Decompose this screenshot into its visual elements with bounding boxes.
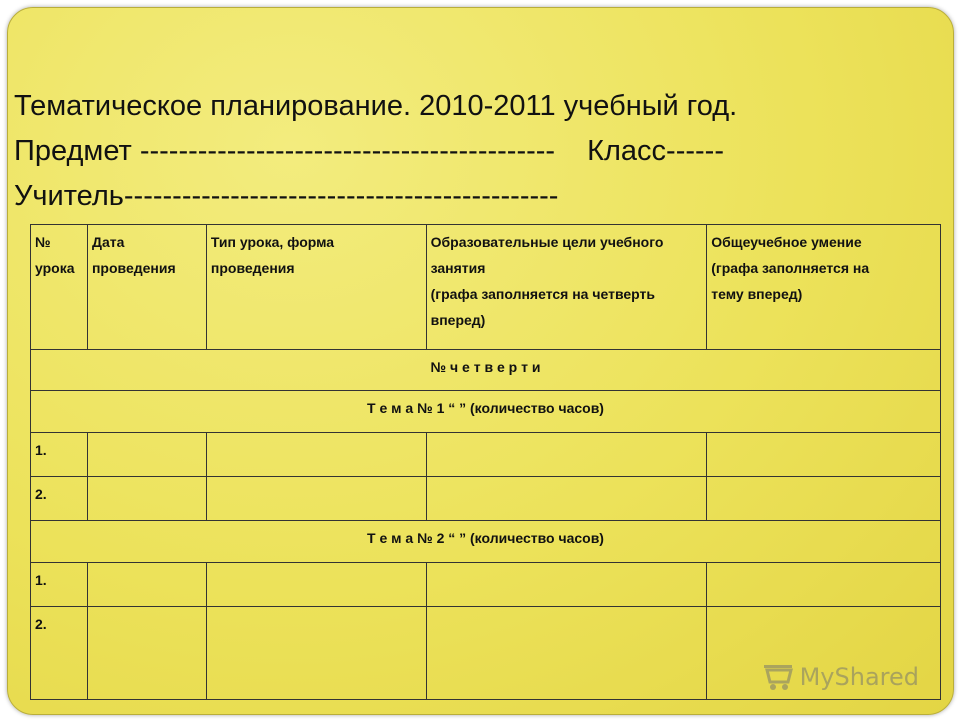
row-number: 2. [31, 607, 88, 700]
goals-cell [426, 433, 707, 477]
subject-label: Предмет ------------------------------------------- [14, 135, 556, 167]
skills-cell [707, 563, 941, 607]
title-line-2 [14, 129, 944, 174]
row-number: 1. [31, 563, 88, 607]
slide [7, 7, 954, 715]
table-header-row [31, 225, 941, 350]
goals-cell [426, 477, 707, 521]
lesson-type-cell [206, 607, 426, 700]
topic-1-cell: Т е м а № 1 “ ” (количество часов) [31, 391, 941, 433]
lesson-type-cell [206, 563, 426, 607]
slide-title [14, 84, 944, 219]
table-row [31, 433, 941, 477]
skills-cell [707, 433, 941, 477]
header-date: Дата проведения [87, 225, 206, 350]
row-number: 1. [31, 433, 88, 477]
header-lesson-type: Тип урока, форма проведения [206, 225, 426, 350]
header-educational-goals: Образовательные цели учебного занятия (графа заполняется на четверть вперед) [426, 225, 707, 350]
header-general-skills: Общеучебное умение (графа заполняется на тему вперед) [707, 225, 941, 350]
table-row [31, 563, 941, 607]
lesson-type-cell [206, 477, 426, 521]
topic-row [31, 391, 941, 433]
quarter-row [31, 350, 941, 391]
goals-cell [426, 563, 707, 607]
title-line-1: Тематическое планирование. 2010-2011 учебный год. [14, 90, 738, 122]
row-number: 2. [31, 477, 88, 521]
date-cell [87, 477, 206, 521]
class-label: Класс------ [587, 135, 724, 167]
goals-cell [426, 607, 707, 700]
date-cell [87, 563, 206, 607]
quarter-cell: № ч е т в е р т и [31, 350, 941, 391]
date-cell [87, 607, 206, 700]
planning-table [30, 224, 941, 700]
teacher-label: Учитель--------------------------------------------- [14, 180, 559, 212]
watermark [762, 662, 919, 692]
header-lesson-number: № урока [31, 225, 88, 350]
topic-row [31, 521, 941, 563]
table-row [31, 477, 941, 521]
date-cell [87, 433, 206, 477]
shopping-cart-icon [762, 662, 796, 692]
watermark-text: MyShared [799, 663, 919, 691]
topic-2-cell: Т е м а № 2 “ ” (количество часов) [31, 521, 941, 563]
lesson-type-cell [206, 433, 426, 477]
skills-cell [707, 477, 941, 521]
